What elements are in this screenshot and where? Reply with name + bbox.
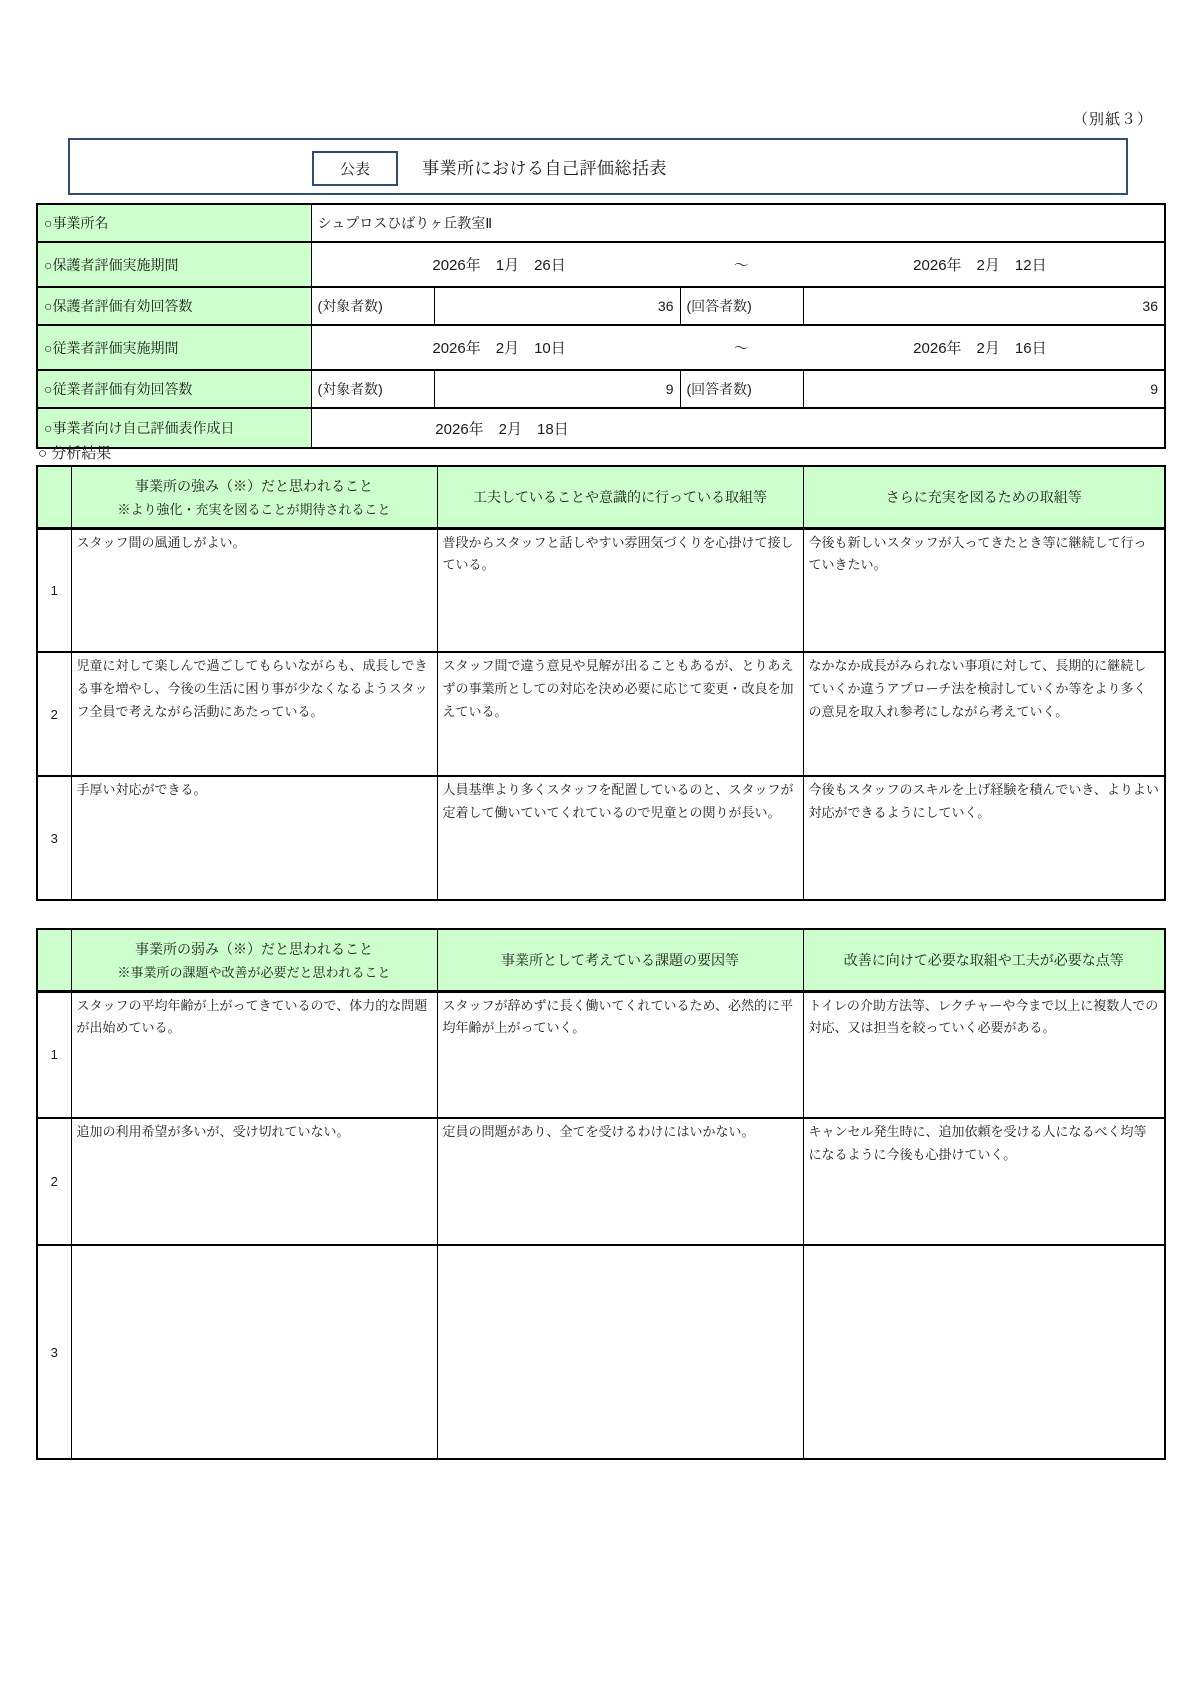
cause-cell: 定員の問題があり、全てを受けるわけにはいかない。 bbox=[437, 1118, 803, 1245]
creation-date-label: ○事業者向け自己評価表作成日 bbox=[37, 408, 311, 448]
cause-cell: スタッフが辞めずに長く働いてくれているため、必然的に平均年齢が上がっていく。 bbox=[437, 991, 803, 1118]
guardian-period-row bbox=[37, 242, 1165, 287]
period-end-date: 2026年 2月 12日 bbox=[913, 257, 1047, 274]
row-number: 1 bbox=[37, 528, 71, 652]
employee-period-value bbox=[311, 325, 1165, 370]
strengths-header-future: さらに充実を図るための取組等 bbox=[803, 466, 1165, 528]
weakness-cell: スタッフの平均年齢が上がってきているので、体力的な問題が出始めている。 bbox=[71, 991, 437, 1118]
efforts-cell: スタッフ間で違う意見や見解が出ることもあるが、とりあえずの事業所としての対応を決め必要に応じて変更・改良を加えている。 bbox=[437, 652, 803, 776]
office-name-row bbox=[37, 204, 1165, 242]
future-cell: なかなか成長がみられない事項に対して、長期的に継続していくか違うアプローチ法を検討していくか等をより多くの意見を取入れ参考にしながら考えていく。 bbox=[803, 652, 1165, 776]
period-start-date: 2026年 2月 10日 bbox=[432, 340, 566, 357]
row-number: 1 bbox=[37, 991, 71, 1118]
summary-info-table bbox=[36, 203, 1166, 449]
table-row bbox=[37, 991, 1165, 1118]
weaknesses-header-line2: ※事業所の課題や改善が必要だと思われること bbox=[117, 964, 391, 980]
row-number: 3 bbox=[37, 776, 71, 900]
strength-cell: 児童に対して楽しんで過ごしてもらいながらも、成長しできる事を増やし、今後の生活に困り事が少なくなるようスタッフ全員で考えながら活動にあたっている。 bbox=[71, 652, 437, 776]
improvement-cell bbox=[803, 1245, 1165, 1459]
strengths-table bbox=[36, 465, 1166, 901]
creation-date-value bbox=[311, 408, 1165, 448]
improvement-cell: キャンセル発生時に、追加依頼を受ける人になるべく均等になるように今後も心掛けていく。 bbox=[803, 1118, 1165, 1245]
employee-period-row bbox=[37, 325, 1165, 370]
employee-responses-label: ○従業者評価有効回答数 bbox=[37, 370, 311, 408]
employee-responses-row bbox=[37, 370, 1165, 408]
target-count-value: 36 bbox=[434, 287, 680, 325]
guardian-responses-row bbox=[37, 287, 1165, 325]
future-cell: 今後もスタッフのスキルを上げ経験を積んでいき、よりよい対応ができるようにしていく。 bbox=[803, 776, 1165, 900]
office-name-label: ○事業所名 bbox=[37, 204, 311, 242]
attachment-note: （別紙３） bbox=[1072, 111, 1153, 128]
respondent-count-label: (回答者数) bbox=[680, 370, 803, 408]
creation-date-row bbox=[37, 408, 1165, 448]
weaknesses-header-weakness bbox=[71, 929, 437, 991]
efforts-cell: 人員基準より多くスタッフを配置しているのと、スタッフが定着して働いていてくれているので児童との関りが長い。 bbox=[437, 776, 803, 900]
table-row bbox=[37, 652, 1165, 776]
target-count-label: (対象者数) bbox=[311, 287, 434, 325]
strength-cell: スタッフ間の風通しがよい。 bbox=[71, 528, 437, 652]
weakness-cell: 追加の利用希望が多いが、受け切れていない。 bbox=[71, 1118, 437, 1245]
cause-cell bbox=[437, 1245, 803, 1459]
target-count-value: 9 bbox=[434, 370, 680, 408]
improvement-cell: トイレの介助方法等、レクチャーや今まで以上に複数人での対応、又は担当を絞っていく必要がある。 bbox=[803, 991, 1165, 1118]
strengths-header-line2: ※より強化・充実を図ることが期待されること bbox=[117, 501, 391, 517]
respondent-count-label: (回答者数) bbox=[680, 287, 803, 325]
guardian-responses-label: ○保護者評価有効回答数 bbox=[37, 287, 311, 325]
analysis-results-heading: ○ 分析結果 bbox=[38, 445, 112, 462]
strengths-header-efforts: 工夫していることや意識的に行っている取組等 bbox=[437, 466, 803, 528]
table-row bbox=[37, 528, 1165, 652]
strength-cell: 手厚い対応ができる。 bbox=[71, 776, 437, 900]
row-number-header bbox=[37, 466, 71, 528]
guardian-period-value bbox=[311, 242, 1165, 287]
row-number: 2 bbox=[37, 1118, 71, 1245]
strengths-header-line1: 事業所の強み（※）だと思われること bbox=[135, 477, 373, 494]
weakness-cell bbox=[71, 1245, 437, 1459]
weaknesses-header-line1: 事業所の弱み（※）だと思われること bbox=[135, 940, 373, 957]
table-row bbox=[37, 776, 1165, 900]
target-count-label: (対象者数) bbox=[311, 370, 434, 408]
publication-badge: 公表 bbox=[312, 151, 398, 186]
weaknesses-header-row bbox=[37, 929, 1165, 991]
office-name-value: シュプロスひばりヶ丘教室Ⅱ bbox=[311, 204, 1165, 242]
table-row bbox=[37, 1118, 1165, 1245]
guardian-period-label: ○保護者評価実施期間 bbox=[37, 242, 311, 287]
efforts-cell: 普段からスタッフと話しやすい雰囲気づくりを心掛けて接している。 bbox=[437, 528, 803, 652]
row-number: 2 bbox=[37, 652, 71, 776]
period-start-date: 2026年 1月 26日 bbox=[432, 257, 566, 274]
weaknesses-table bbox=[36, 928, 1166, 1460]
title-box bbox=[68, 138, 1128, 195]
row-number: 3 bbox=[37, 1245, 71, 1459]
employee-period-label: ○従業者評価実施期間 bbox=[37, 325, 311, 370]
document-title: 事業所における自己評価総括表 bbox=[422, 159, 667, 178]
row-number-header bbox=[37, 929, 71, 991]
future-cell: 今後も新しいスタッフが入ってきたとき等に継続して行っていきたい。 bbox=[803, 528, 1165, 652]
strengths-header-strength bbox=[71, 466, 437, 528]
respondent-count-value: 9 bbox=[803, 370, 1165, 408]
respondent-count-value: 36 bbox=[803, 287, 1165, 325]
weaknesses-header-cause: 事業所として考えている課題の要因等 bbox=[437, 929, 803, 991]
strengths-header-row bbox=[37, 466, 1165, 528]
period-end-date: 2026年 2月 16日 bbox=[913, 340, 1047, 357]
tilde-separator: ～ bbox=[733, 340, 749, 357]
weaknesses-header-improvement: 改善に向けて必要な取組や工夫が必要な点等 bbox=[803, 929, 1165, 991]
tilde-separator: ～ bbox=[733, 257, 749, 274]
table-row bbox=[37, 1245, 1165, 1459]
creation-date-text: 2026年 2月 18日 bbox=[435, 420, 569, 438]
